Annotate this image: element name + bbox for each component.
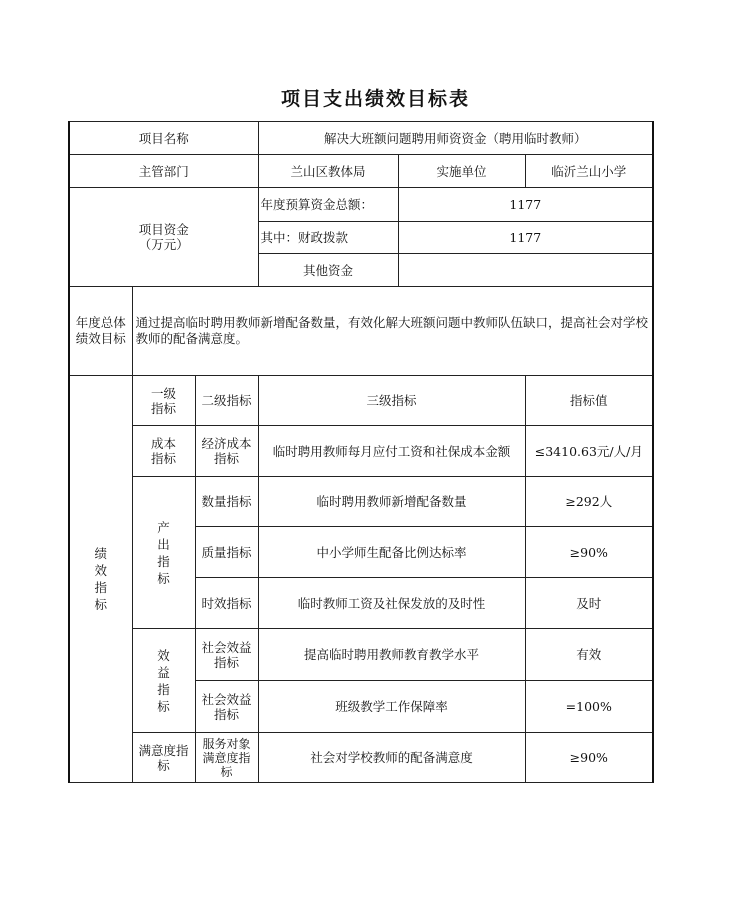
output-value: ≥292人	[525, 477, 653, 527]
indicators-section-text: 绩效指标	[94, 546, 107, 612]
cost-value: ≤3410.63元/人/月	[525, 426, 653, 477]
project-name-value: 解决大班额问题聘用师资资金（聘用临时教师）	[258, 122, 653, 155]
header-level2	[195, 376, 258, 426]
benefit-level2	[195, 681, 258, 733]
output-level1-text: 产出指标	[157, 519, 170, 586]
benefit-value: 有效	[525, 629, 653, 681]
other-funds-value	[398, 254, 653, 287]
cost-row	[69, 426, 653, 477]
department-label: 主管部门	[69, 155, 258, 188]
total-budget-value: 1177	[398, 188, 653, 222]
funds-label-line2: （万元）	[138, 237, 189, 252]
fiscal-allocation-value: 1177	[398, 222, 653, 254]
header-level1-text: 一级指标	[150, 385, 176, 416]
satisfaction-level3: 社会对学校教师的配备满意度	[258, 733, 525, 783]
page-title: 项目支出绩效目标表	[280, 88, 470, 110]
benefit-level3: 提高临时聘用教师教育教学水平	[258, 629, 525, 681]
department-row	[69, 155, 653, 188]
funds-label-line1: 项目资金	[138, 222, 189, 237]
cost-level2	[195, 426, 258, 477]
benefit-level1-text: 效益指标	[157, 647, 170, 714]
satisfaction-row	[69, 733, 653, 783]
header-level2-text: 二级指标	[201, 393, 252, 408]
output-row-quantity	[69, 477, 653, 527]
indicators-section-label	[69, 376, 132, 783]
header-level1	[132, 376, 195, 426]
annual-goal-label-text: 年度总体绩效目标	[75, 315, 126, 346]
performance-target-table	[68, 121, 654, 783]
benefit-level1	[132, 629, 195, 733]
annual-goal-text: 通过提高临时聘用教师新增配备数量，有效化解大班额问题中教师队伍缺口，提高社会对学校教师的配备满意度。	[132, 287, 653, 376]
funds-total-row	[69, 188, 653, 222]
project-name-label: 项目名称	[69, 122, 258, 155]
total-budget-label: 年度预算资金总额：	[258, 188, 398, 222]
output-level2: 数量指标	[195, 477, 258, 527]
fiscal-allocation-label: 其中：财政拨款	[258, 222, 398, 254]
benefit-level2	[195, 629, 258, 681]
cost-level1-text: 成本指标	[150, 436, 176, 466]
benefit-level2-text: 社会效益指标	[201, 691, 252, 722]
satisfaction-level2	[195, 733, 258, 783]
output-value: 及时	[525, 578, 653, 629]
output-value: ≥90%	[525, 527, 653, 578]
other-funds-label: 其他资金	[258, 254, 398, 287]
satisfaction-level1-text: 满意度指标	[138, 742, 189, 773]
implementing-unit-value: 临沂兰山小学	[525, 155, 653, 188]
output-level3: 临时教师工资及社保发放的及时性	[258, 578, 525, 629]
annual-goal-row	[69, 287, 653, 376]
annual-goal-label	[69, 287, 132, 376]
output-level2: 时效指标	[195, 578, 258, 629]
benefit-level2-text: 社会效益指标	[201, 639, 252, 670]
project-name-row	[69, 122, 653, 155]
satisfaction-level1	[132, 733, 195, 783]
cost-level3: 临时聘用教师每月应付工资和社保成本金额	[258, 426, 525, 477]
cost-level1	[132, 426, 195, 477]
header-value: 指标值	[525, 376, 653, 426]
cost-level2-text: 经济成本指标	[201, 436, 252, 466]
implementing-unit-label: 实施单位	[398, 155, 525, 188]
indicator-header-row	[69, 376, 653, 426]
benefit-row-1	[69, 629, 653, 681]
benefit-level3: 班级教学工作保障率	[258, 681, 525, 733]
output-level3: 中小学师生配备比例达标率	[258, 527, 525, 578]
funds-label	[69, 188, 258, 287]
satisfaction-value: ≥90%	[525, 733, 653, 783]
output-level3: 临时聘用教师新增配备数量	[258, 477, 525, 527]
output-level2: 质量指标	[195, 527, 258, 578]
department-value: 兰山区教体局	[258, 155, 398, 188]
satisfaction-level2-text: 服务对象满意度指标	[202, 736, 251, 779]
benefit-value: =100%	[525, 681, 653, 733]
output-level1	[132, 477, 195, 629]
header-level3: 三级指标	[258, 376, 525, 426]
